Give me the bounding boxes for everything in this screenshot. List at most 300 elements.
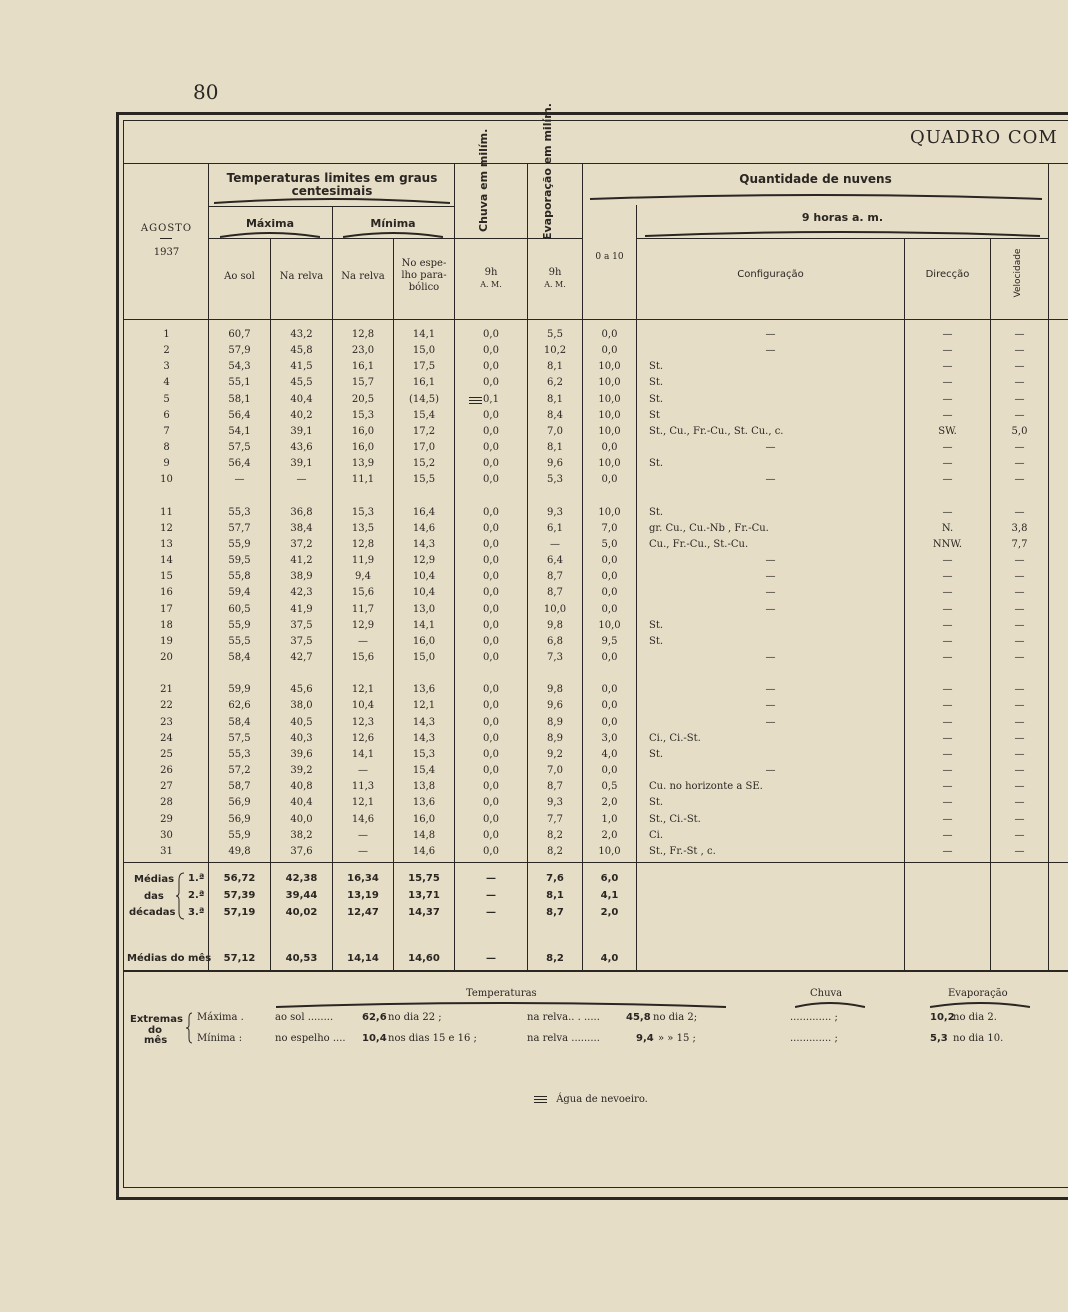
cell-espelho: 13,8 <box>412 781 436 793</box>
cell-espelho: 14,6 <box>412 845 436 857</box>
table-row <box>0 456 1068 472</box>
cell-relva-max: 39,1 <box>290 458 313 470</box>
cell-sol: 57,5 <box>228 442 251 454</box>
configuracao-header: Configuração <box>737 269 804 280</box>
extremas-temp-brace <box>276 1002 726 1008</box>
cell-dir: N. <box>941 522 954 534</box>
table-row <box>0 731 1068 747</box>
cell-day: 1 <box>163 329 170 340</box>
cell-evap: 8,2 <box>547 845 563 857</box>
cell-dir: — <box>942 345 953 357</box>
cell-vel: — <box>1014 813 1025 825</box>
page-number: 80 <box>193 80 219 104</box>
cell-evap: 7,0 <box>547 425 563 437</box>
extremas-label-3: mês <box>144 1035 168 1046</box>
maxima-brace <box>220 232 320 238</box>
cell-relva-max: 37,5 <box>290 619 313 631</box>
cell-vel: — <box>1014 797 1025 809</box>
cell-evap: 5,3 <box>547 474 563 486</box>
cell-vel: — <box>1014 329 1025 340</box>
cell-nuvens: 5,0 <box>601 538 618 550</box>
cell-media-espelho: 15,75 <box>408 873 440 884</box>
cell-chuva: 0,0 <box>483 442 499 454</box>
cell-relva-min: 10,4 <box>351 700 375 712</box>
cell-relva-min: 15,6 <box>351 587 375 599</box>
cell-media-sol: 57,39 <box>223 890 256 901</box>
cell-sol: 58,7 <box>228 781 251 793</box>
cell-sol: 55,9 <box>228 619 251 631</box>
extremas-evap-header: Evaporação <box>948 988 1008 999</box>
table-row <box>0 521 1068 537</box>
cell-espelho: 14,1 <box>412 619 436 631</box>
cell-relva-max: 45,6 <box>290 684 313 696</box>
cell-nuvens: 4,0 <box>601 748 618 760</box>
cell-relva-min: 12,1 <box>351 797 375 809</box>
header-bottom-line <box>123 319 1068 320</box>
cell-nuvens: 9,5 <box>601 635 618 647</box>
cell-relva-min: 16,0 <box>351 425 375 437</box>
cell-config: — <box>765 684 776 696</box>
chuva-am-header: A. M. <box>480 280 502 289</box>
medias-mes-label: Médias do mês <box>127 953 212 964</box>
cell-nuvens: 3,0 <box>601 732 618 744</box>
cell-sol: 59,5 <box>228 555 251 567</box>
cell-evap: 8,1 <box>547 361 563 373</box>
footnote-text: Água de nevoeiro. <box>556 1094 648 1105</box>
cell-vel: — <box>1014 716 1025 728</box>
cell-espelho: 17,2 <box>412 425 436 437</box>
extremas-label-1: Extremas <box>130 1014 183 1025</box>
table-row <box>0 537 1068 553</box>
cell-relva-min: 11,7 <box>351 603 375 615</box>
cell-relva-min: 11,1 <box>351 474 375 486</box>
espelho-header: No espe-lho para-bólico <box>401 258 447 293</box>
cell-relva-max: 42,7 <box>290 652 313 663</box>
cell-relva-max: 41,2 <box>290 555 313 567</box>
cell-media-relva-max: 40,02 <box>285 907 318 918</box>
table-row <box>0 505 1068 521</box>
cell-espelho: 15,0 <box>412 345 436 357</box>
cell-vel: 3,8 <box>1011 522 1028 534</box>
cell-chuva: 0,0 <box>483 425 499 437</box>
cell-sol: 59,4 <box>228 587 251 599</box>
max-relva-label: na relva.. . ..... <box>527 1012 600 1023</box>
cell-nuvens: 10,0 <box>598 409 621 421</box>
cell-relva-max: 36,8 <box>290 506 313 518</box>
max-relva-value: 45,8 <box>626 1012 651 1023</box>
cell-chuva: 0,0 <box>483 506 499 518</box>
cell-vel: — <box>1014 765 1025 777</box>
cell-espelho: 12,1 <box>412 700 436 712</box>
cell-espelho: 12,9 <box>412 555 436 567</box>
cell-day: 4 <box>163 377 170 389</box>
cell-media-nuvens: 6,0 <box>600 873 619 884</box>
cell-chuva: 0,0 <box>483 748 499 760</box>
cell-nuvens: 0,0 <box>601 684 618 696</box>
cell-evap: 9,6 <box>547 458 563 470</box>
cell-relva-min: 15,7 <box>351 377 375 389</box>
cell-sol: 57,5 <box>228 732 251 744</box>
cell-sol: 58,4 <box>228 652 251 663</box>
cell-dir: — <box>942 700 953 712</box>
medias-row <box>0 905 1068 921</box>
cell-dir: NNW. <box>932 538 963 550</box>
temp-subheader-line <box>208 206 454 207</box>
cell-relva-min: 12,9 <box>351 619 375 631</box>
cell-sol: 62,6 <box>228 700 251 712</box>
cell-espelho: 16,4 <box>412 506 436 518</box>
cell-espelho: 15,4 <box>412 765 436 777</box>
cell-vel: — <box>1014 474 1025 486</box>
cell-relva-min: 11,9 <box>351 555 375 567</box>
direccao-header: Direcção <box>925 269 970 280</box>
evap-max-value: 10,2 <box>930 1012 955 1023</box>
table-row <box>0 650 1068 666</box>
cell-day: 16 <box>160 587 173 599</box>
cell-vel: — <box>1014 587 1025 599</box>
cell-espelho: (14,5) <box>408 393 440 405</box>
table-row <box>0 812 1068 828</box>
cell-chuva: 0,0 <box>483 587 499 599</box>
cell-relva-max: 39,2 <box>290 765 313 777</box>
cell-dir: — <box>942 409 953 421</box>
cell-sol: 59,9 <box>228 684 251 696</box>
cell-nuvens: 0,0 <box>601 442 618 454</box>
cell-relva-min: 12,8 <box>351 329 375 340</box>
cell-espelho: 14,3 <box>412 716 436 728</box>
cell-config: Cu. no horizonte a SE. <box>649 781 763 793</box>
media-mes-chuva: — <box>486 953 496 964</box>
cell-nuvens: 7,0 <box>601 522 618 534</box>
cell-dir: SW. <box>938 425 957 437</box>
cell-media-relva-max: 42,38 <box>285 873 318 884</box>
cell-day: 24 <box>160 732 173 744</box>
cell-evap: 9,3 <box>547 506 563 518</box>
cell-evap: 6,1 <box>547 522 563 534</box>
cell-espelho: 14,3 <box>412 538 436 550</box>
cell-chuva: 0,0 <box>483 619 499 631</box>
cell-day: 11 <box>160 506 173 518</box>
medias-bottom-line <box>123 970 1068 972</box>
cell-chuva: 0,0 <box>483 571 499 583</box>
cell-dir: — <box>942 393 953 405</box>
cell-config: St. <box>649 506 664 518</box>
table-title: QUADRO COM <box>910 127 1058 148</box>
cell-dir: — <box>942 506 953 518</box>
maxima-header: Máxima <box>245 217 295 230</box>
cell-relva-min: 13,5 <box>351 522 375 534</box>
medias-label-3: décadas <box>129 907 176 918</box>
cell-sol: 56,4 <box>228 458 251 470</box>
cell-dir: — <box>942 361 953 373</box>
cell-relva-min: 11,3 <box>351 781 375 793</box>
cell-espelho: 13,0 <box>412 603 436 615</box>
cell-evap: 6,4 <box>547 555 563 567</box>
cell-day: 27 <box>160 781 173 793</box>
cell-vel: — <box>1014 684 1025 696</box>
extremas-chuva-header: Chuva <box>810 988 843 999</box>
cell-relva-max: 38,4 <box>290 522 313 534</box>
max-sol-day: no dia 22 ; <box>388 1012 442 1023</box>
cell-sol: 49,8 <box>228 845 251 857</box>
cell-chuva: 0,0 <box>483 700 499 712</box>
table-row <box>0 682 1068 698</box>
cell-relva-max: 43,6 <box>290 442 313 454</box>
cell-media-espelho: 14,37 <box>408 907 440 918</box>
cell-config: St., Fr.-St , c. <box>649 845 716 857</box>
na-relva-max-header: Na relva <box>279 271 324 282</box>
cell-config: — <box>765 345 776 357</box>
cell-relva-max: 40,3 <box>290 732 313 744</box>
cell-espelho: 14,8 <box>412 829 436 841</box>
cell-nuvens: 10,0 <box>598 393 621 405</box>
year-header: 1937 <box>153 247 180 258</box>
cell-nuvens: 10,0 <box>598 361 621 373</box>
cell-config: gr. Cu., Cu.-Nb , Fr.-Cu. <box>649 522 769 534</box>
cell-espelho: 14,3 <box>412 732 436 744</box>
cell-day: 3 <box>163 361 170 373</box>
cell-media-chuva: — <box>486 890 496 901</box>
cell-relva-min: 12,1 <box>351 684 375 696</box>
cell-relva-max: 41,9 <box>290 603 313 615</box>
cell-espelho: 16,1 <box>412 377 436 389</box>
cell-espelho: 15,3 <box>412 748 436 760</box>
cell-vel: — <box>1014 409 1025 421</box>
chuva-min-dots: ............. ; <box>790 1033 838 1044</box>
cell-chuva: 0,0 <box>483 474 499 486</box>
cell-config: — <box>765 571 776 583</box>
cell-relva-min: 14,1 <box>351 748 375 760</box>
cell-dir: — <box>942 619 953 631</box>
cell-espelho: 14,1 <box>412 329 436 340</box>
cell-config: St. <box>649 748 664 760</box>
cell-espelho: 17,0 <box>412 442 436 454</box>
cell-day: 6 <box>163 409 170 421</box>
cell-dir: — <box>942 845 953 857</box>
extremas-minima-label: Mínima : <box>197 1033 243 1044</box>
cell-dir: — <box>942 765 953 777</box>
extremas-chuva-brace <box>795 1002 865 1008</box>
cell-nuvens: 0,0 <box>601 555 618 567</box>
minima-header: Mínima <box>370 217 416 230</box>
table-row <box>0 634 1068 650</box>
table-row <box>0 844 1068 860</box>
table-row <box>0 359 1068 375</box>
cell-chuva: 0,0 <box>483 732 499 744</box>
cell-relva-max: 39,1 <box>290 425 313 437</box>
cell-relva-max: 42,3 <box>290 587 313 599</box>
cell-media-relva-min: 12,47 <box>347 907 379 918</box>
cell-media-evap: 8,7 <box>546 907 564 918</box>
cell-media-chuva: — <box>486 873 496 884</box>
cell-day: 10 <box>160 474 173 486</box>
cell-decada: 3.ª <box>188 907 205 918</box>
cell-dir: — <box>942 797 953 809</box>
cell-decada: 2.ª <box>188 890 205 901</box>
cell-evap: 9,8 <box>547 619 563 631</box>
cell-vel: — <box>1014 393 1025 405</box>
na-relva-min-header: Na relva <box>341 271 385 282</box>
cell-config: St., Ci.-St. <box>649 813 701 825</box>
cell-nuvens: 10,0 <box>598 425 621 437</box>
cell-vel: — <box>1014 635 1025 647</box>
table-row <box>0 327 1068 343</box>
medias-label-1: Médias <box>134 874 175 885</box>
media-mes-relva-max: 40,53 <box>285 953 318 964</box>
cell-chuva: 0,0 <box>483 765 499 777</box>
cell-evap: 10,0 <box>543 603 567 615</box>
cell-evap: 8,1 <box>547 442 563 454</box>
cell-dir: — <box>942 684 953 696</box>
cell-nuvens: 10,0 <box>598 845 621 857</box>
cell-vel: — <box>1014 555 1025 567</box>
cell-day: 26 <box>160 765 173 777</box>
cell-sol: 58,4 <box>228 716 251 728</box>
cell-nuvens: 10,0 <box>598 458 621 470</box>
cell-vel: — <box>1014 603 1025 615</box>
cell-relva-min: 15,6 <box>351 652 375 663</box>
cell-day: 19 <box>160 635 173 647</box>
cell-dir: — <box>942 329 953 340</box>
extremas-temperaturas-header: Temperaturas <box>466 988 537 999</box>
cell-vel: — <box>1014 732 1025 744</box>
medias-row <box>0 871 1068 887</box>
cell-chuva: 0,0 <box>483 329 499 340</box>
cell-day: 13 <box>160 538 173 550</box>
cell-chuva: 0,0 <box>483 684 499 696</box>
chuva-header: Chuva em milím. <box>477 128 490 232</box>
escala-header: 0 a 10 <box>595 252 624 262</box>
cell-nuvens: 0,0 <box>601 474 618 486</box>
cell-dir: — <box>942 571 953 583</box>
cell-nuvens: 0,5 <box>601 781 618 793</box>
cell-media-sol: 56,72 <box>223 873 256 884</box>
cell-dir: — <box>942 732 953 744</box>
cell-relva-max: 43,2 <box>290 329 313 340</box>
cell-vel: — <box>1014 506 1025 518</box>
cell-relva-min: 14,6 <box>351 813 375 825</box>
table-row <box>0 747 1068 763</box>
cell-media-chuva: — <box>486 907 496 918</box>
cell-relva-min: 23,0 <box>351 345 375 357</box>
cell-nuvens: 10,0 <box>598 506 621 518</box>
cell-sol: 55,5 <box>228 635 251 647</box>
cell-chuva: 0,0 <box>483 377 499 389</box>
cell-relva-min: 13,9 <box>351 458 375 470</box>
cell-espelho: 17,5 <box>412 361 436 373</box>
cell-nuvens: 0,0 <box>601 571 618 583</box>
cell-day: 12 <box>160 522 173 534</box>
cell-espelho: 10,4 <box>412 571 436 583</box>
cell-config: St. <box>649 635 664 647</box>
cell-sol: 55,9 <box>228 538 251 550</box>
cell-sol: 57,2 <box>228 765 251 777</box>
cell-chuva: 0,0 <box>483 781 499 793</box>
cell-media-espelho: 13,71 <box>408 890 440 901</box>
cell-media-nuvens: 2,0 <box>600 907 619 918</box>
cell-sol: 56,9 <box>228 797 251 809</box>
cell-nuvens: 10,0 <box>598 377 621 389</box>
cell-relva-max: 38,0 <box>290 700 313 712</box>
table-row <box>0 553 1068 569</box>
media-mes-relva-min: 14,14 <box>347 953 379 964</box>
extremas-brace-icon <box>186 1012 194 1044</box>
cell-relva-min: 9,4 <box>355 571 371 583</box>
cell-chuva: 0,0 <box>483 555 499 567</box>
cell-evap: 9,3 <box>547 797 563 809</box>
cell-nuvens: 0,0 <box>601 329 618 340</box>
cell-chuva: 0,0 <box>483 845 499 857</box>
data-bottom-line <box>123 862 1068 863</box>
cell-espelho: 15,2 <box>412 458 436 470</box>
velocidade-header: Velocidade <box>1013 248 1023 298</box>
cell-relva-max: 39,6 <box>290 748 313 760</box>
cell-day: 15 <box>160 571 173 583</box>
cell-evap: 7,0 <box>547 765 563 777</box>
table-row <box>0 375 1068 391</box>
cell-dir: — <box>942 781 953 793</box>
cell-config: St., Cu., Fr.-Cu., St. Cu., c. <box>649 425 784 437</box>
media-mes-evap: 8,2 <box>546 953 564 964</box>
cell-evap: 5,5 <box>547 329 563 340</box>
evap-9h-header: 9h <box>548 267 562 278</box>
cell-dir: — <box>942 813 953 825</box>
cell-media-relva-min: 16,34 <box>347 873 379 884</box>
cell-evap: 8,7 <box>547 781 563 793</box>
table-row <box>0 715 1068 731</box>
cell-vel: — <box>1014 748 1025 760</box>
table-row <box>0 585 1068 601</box>
cell-relva-max: 38,2 <box>290 829 313 841</box>
cell-config: — <box>765 555 776 567</box>
cell-espelho: 15,0 <box>412 652 436 663</box>
cell-nuvens: 0,0 <box>601 765 618 777</box>
cell-evap: 8,4 <box>547 409 563 421</box>
header-top-line <box>123 163 1068 164</box>
media-mes-sol: 57,12 <box>223 953 256 964</box>
cell-vel: — <box>1014 845 1025 857</box>
table-row <box>0 618 1068 634</box>
cell-sol: 57,7 <box>228 522 251 534</box>
cell-relva-min: 16,0 <box>351 442 375 454</box>
cell-dir: — <box>942 458 953 470</box>
nove-horas-header: 9 horas a. m. <box>801 211 884 224</box>
cell-config: — <box>765 652 776 663</box>
cell-vel: — <box>1014 700 1025 712</box>
cell-dir: — <box>942 716 953 728</box>
footnote <box>534 1094 648 1105</box>
cell-chuva: 0,0 <box>483 409 499 421</box>
cell-sol: 55,3 <box>228 748 251 760</box>
cell-day: 22 <box>160 700 173 712</box>
cell-evap: 8,9 <box>547 732 563 744</box>
cell-relva-max: 40,2 <box>290 409 313 421</box>
table-row <box>0 763 1068 779</box>
cell-config: St. <box>649 458 664 470</box>
cell-chuva: 0,0 <box>483 345 499 357</box>
cell-evap: 8,7 <box>547 571 563 583</box>
table-row <box>0 392 1068 408</box>
nuvens-brace <box>590 194 1042 200</box>
cell-relva-max: 40,8 <box>290 781 313 793</box>
cell-relva-max: 45,8 <box>290 345 313 357</box>
cell-relva-max: 37,2 <box>290 538 313 550</box>
cell-espelho: 15,4 <box>412 409 436 421</box>
cell-evap: 8,9 <box>547 716 563 728</box>
cell-chuva: 0,0 <box>483 635 499 647</box>
cell-config: Ci., Ci.-St. <box>649 732 701 744</box>
cell-config: St. <box>649 797 664 809</box>
